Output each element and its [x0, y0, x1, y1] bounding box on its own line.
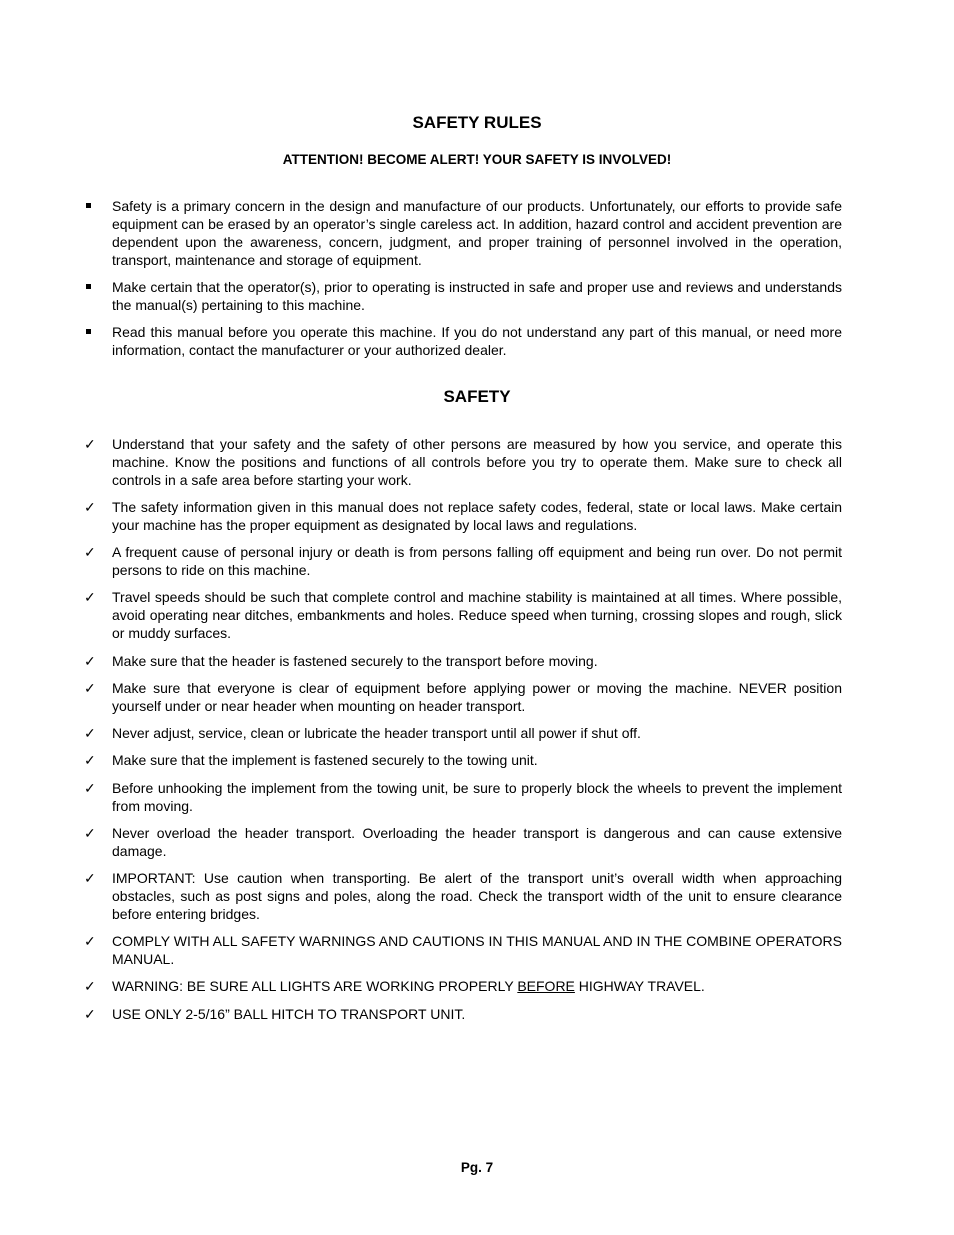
item-text: Safety is a primary concern in the design and manufacture of our products. Unfortunately, our efforts to provide safe equipment can be erased by an operator’s single careless act. In addition, hazard control and accident prevention are dependent upon the awareness, concern, judgment, and proper training of personnel involved in the operation, transport, maintenance and storage of equipment. [112, 198, 842, 268]
checkmark-icon: ✓ [84, 725, 96, 741]
checkmark-icon: ✓ [84, 653, 96, 669]
item-text: Make sure that the implement is fastened securely to the towing unit. [112, 752, 538, 768]
checkmark-icon: ✓ [84, 436, 96, 452]
list-item [0, 652, 842, 670]
list-item [0, 679, 842, 715]
warning-underlined-word: BEFORE [517, 978, 575, 994]
square-bullet-icon [86, 284, 91, 289]
item-text: A frequent cause of personal injury or death is from persons falling off equipment and being run over. Do not permit persons to ride on this machine. [112, 544, 842, 578]
warning-text-start: WARNING: BE SURE ALL LIGHTS ARE WORKING PROPERLY [112, 978, 518, 994]
list-item [0, 1005, 842, 1023]
list-item [0, 197, 842, 269]
list-item [0, 779, 842, 815]
item-text: Travel speeds should be such that complete control and machine stability is maintained at all times. Where possible, avoid operating near ditches, embankments and holes. Reduce speed when turning, crossing slopes and rough, slick or muddy surfaces. [112, 589, 842, 641]
checkmark-icon: ✓ [84, 780, 96, 796]
item-text: IMPORTANT: Use caution when transporting. Be alert of the transport unit’s overall width when approaching obstacles, such as post signs and poles, along the road. Check the transport width of the unit to ensure clearance before entering bridges. [112, 870, 842, 922]
item-text: Before unhooking the implement from the towing unit, be sure to properly block the wheels to prevent the implement from moving. [112, 780, 842, 814]
item-text: COMPLY WITH ALL SAFETY WARNINGS AND CAUTIONS IN THIS MANUAL AND IN THE COMBINE OPERATORS MANUAL. [112, 933, 842, 967]
checkmark-icon: ✓ [84, 499, 96, 515]
item-text: Never adjust, service, clean or lubricate the header transport until all power if shut off. [112, 725, 641, 741]
square-bullet-icon [86, 203, 91, 208]
list-item [0, 323, 842, 359]
item-text: Make sure that everyone is clear of equipment before applying power or moving the machine. NEVER position yourself under or near header when mounting on header transport. [112, 680, 842, 714]
page-number: Pg. 7 [460, 1160, 494, 1175]
list-item [0, 588, 842, 642]
item-text: Never overload the header transport. Overloading the header transport is dangerous and can cause extensive damage. [112, 825, 842, 859]
safety-rules-list [0, 197, 954, 359]
safety-title: SAFETY [443, 387, 511, 406]
item-text [112, 978, 705, 994]
attention-subtitle: ATTENTION! BECOME ALERT! YOUR SAFETY IS INVOLVED! [282, 152, 672, 167]
item-text: The safety information given in this manual does not replace safety codes, federal, state or local laws. Make certain your machine has the proper equipment as designated by local laws and regulations. [112, 499, 842, 533]
checkmark-icon: ✓ [84, 680, 96, 696]
checkmark-icon: ✓ [84, 933, 96, 949]
item-text: Make sure that the header is fastened securely to the transport before moving. [112, 653, 598, 669]
warning-text-end: HIGHWAY TRAVEL. [574, 978, 705, 994]
list-item [0, 435, 842, 489]
item-text: Make certain that the operator(s), prior to operating is instructed in safe and proper use and reviews and understands the manual(s) pertaining to this machine. [112, 279, 842, 313]
checkmark-icon: ✓ [84, 870, 96, 886]
checkmark-icon: ✓ [84, 825, 96, 841]
list-item [0, 977, 842, 995]
checkmark-icon: ✓ [84, 589, 96, 605]
item-text: USE ONLY 2-5/16” BALL HITCH TO TRANSPORT UNIT. [112, 1006, 466, 1022]
list-item [0, 869, 842, 923]
list-item [0, 724, 842, 742]
safety-rules-title: SAFETY RULES [412, 113, 542, 132]
checkmark-icon: ✓ [84, 544, 96, 560]
checkmark-icon: ✓ [84, 752, 96, 768]
list-item [0, 498, 842, 534]
square-bullet-icon [86, 329, 91, 334]
item-text: Understand that your safety and the safety of other persons are measured by how you service, and operate this machine. Know the positions and functions of all controls before you try to operate them. Make sure to check all controls in a safe area before starting your work. [112, 436, 842, 488]
checkmark-icon: ✓ [84, 1006, 96, 1022]
list-item [0, 932, 842, 968]
list-item [0, 278, 842, 314]
safety-checklist [0, 435, 954, 1023]
checkmark-icon: ✓ [84, 978, 96, 994]
list-item [0, 543, 842, 579]
list-item [0, 824, 842, 860]
list-item [0, 751, 842, 769]
item-text: Read this manual before you operate this machine. If you do not understand any part of this manual, or need more information, contact the manufacturer or your authorized dealer. [112, 324, 842, 358]
